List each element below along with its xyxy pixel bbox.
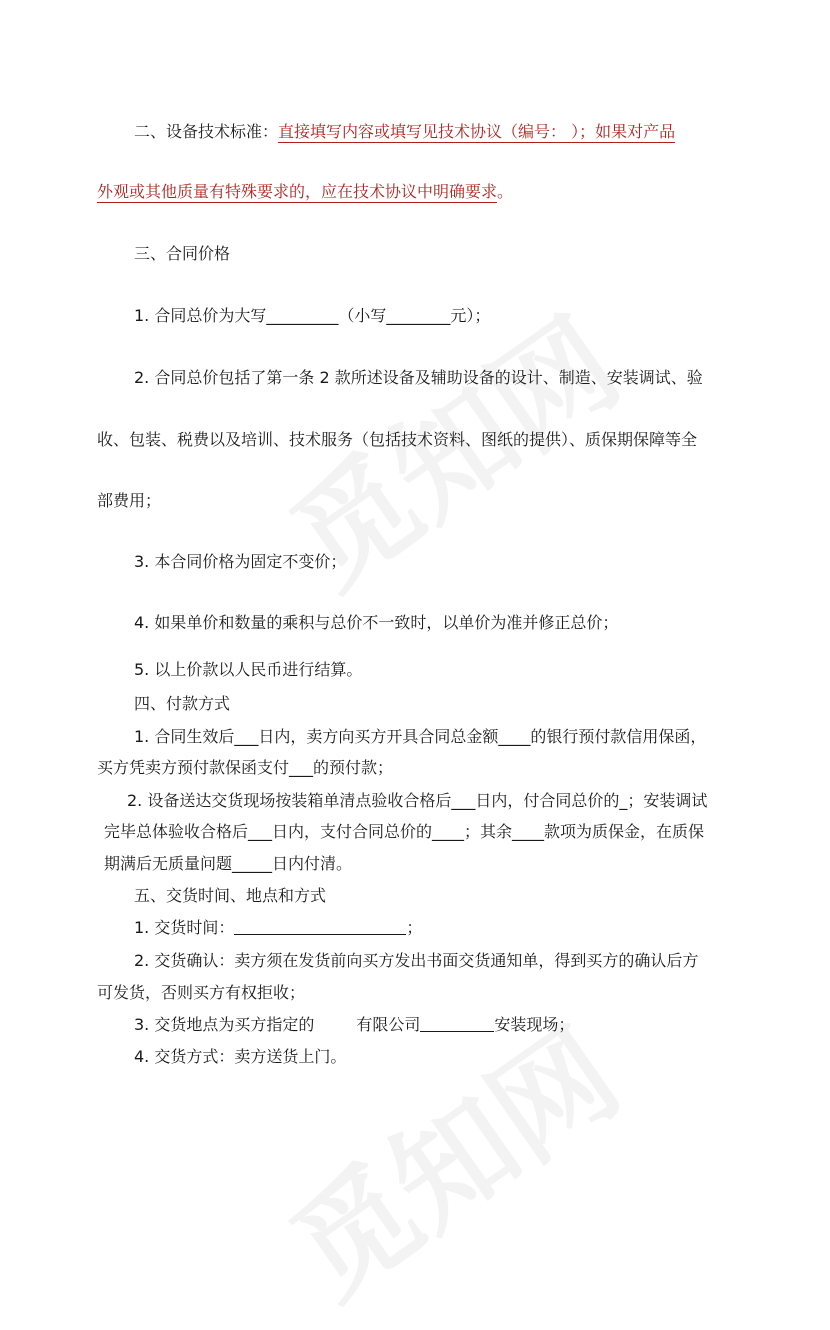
delivery-item-4: 4. 交货方式：卖方送货上门。 <box>134 1047 347 1066</box>
delivery-location-blank <box>420 1015 494 1032</box>
section-3-heading: 三、合同价格 <box>134 244 231 263</box>
section-2-heading: 二、设备技术标准： <box>134 122 279 141</box>
section-4-heading: 四、付款方式 <box>134 694 231 713</box>
price-item-2-line-3: 部费用； <box>97 491 162 510</box>
payment-item-1-line-2: 买方凭卖方预付款保函支付___的预付款； <box>97 758 394 777</box>
delivery-item-2-line-1: 2. 交货确认：卖方须在发货前向买方发出书面交货通知单，得到买方的确认后方 <box>134 951 699 970</box>
price-item-2-line-1: 2. 合同总价包括了第一条 2 款所述设备及辅助设备的设计、制造、安装调试、验 <box>134 368 703 387</box>
payment-item-2-line-1: 2. 设备送达交货现场按装箱单清点验收合格后___日内，付合同总价的_；安装调试 <box>127 791 708 810</box>
payment-item-2-line-2: 完毕总体验收合格后___日内，支付合同总价的____；其余____款项为质保金，在质保 <box>104 822 705 841</box>
section-5-heading: 五、交货时间、地点和方式 <box>134 886 327 905</box>
delivery-time-blank <box>234 918 406 935</box>
price-item-3: 3. 本合同价格为固定不变价； <box>134 552 347 571</box>
section-2-line-1 <box>134 122 675 142</box>
price-item-4: 4. 如果单价和数量的乘积与总价不一致时，以单价为准并修正总价； <box>134 613 619 632</box>
section-2-red-text: 直接填写内容或填写见技术协议（编号： ）；如果对产品 <box>278 122 676 141</box>
section-2-line-2: 外观或其他质量有特殊要求的，应在技术协议中明确要求。 <box>97 182 514 201</box>
payment-item-1-line-1: 1. 合同生效后___日内，卖方向买方开具合同总金额____的银行预付款信用保函， <box>134 727 707 746</box>
payment-item-2-line-3: 期满后无质量问题_____日内付清。 <box>104 854 353 873</box>
section-2-red-text-cont: 外观或其他质量有特殊要求的，应在技术协议中明确要求 <box>97 182 498 201</box>
price-item-1: 1. 合同总价为大写_________（小写________元）； <box>134 306 491 325</box>
delivery-item-2-line-2: 可发货，否则买方有权拒收； <box>97 983 306 1002</box>
price-item-2-line-2: 收、包装、税费以及培训、技术服务（包括技术资料、图纸的提供）、质保期保障等全 <box>97 430 698 449</box>
price-item-5: 5. 以上价款以人民币进行结算。 <box>134 660 363 679</box>
delivery-item-3: 3. 交货地点为买方指定的 有限公司 安装现场； <box>134 1015 575 1034</box>
delivery-item-1: 1. 交货时间： ； <box>134 918 423 937</box>
